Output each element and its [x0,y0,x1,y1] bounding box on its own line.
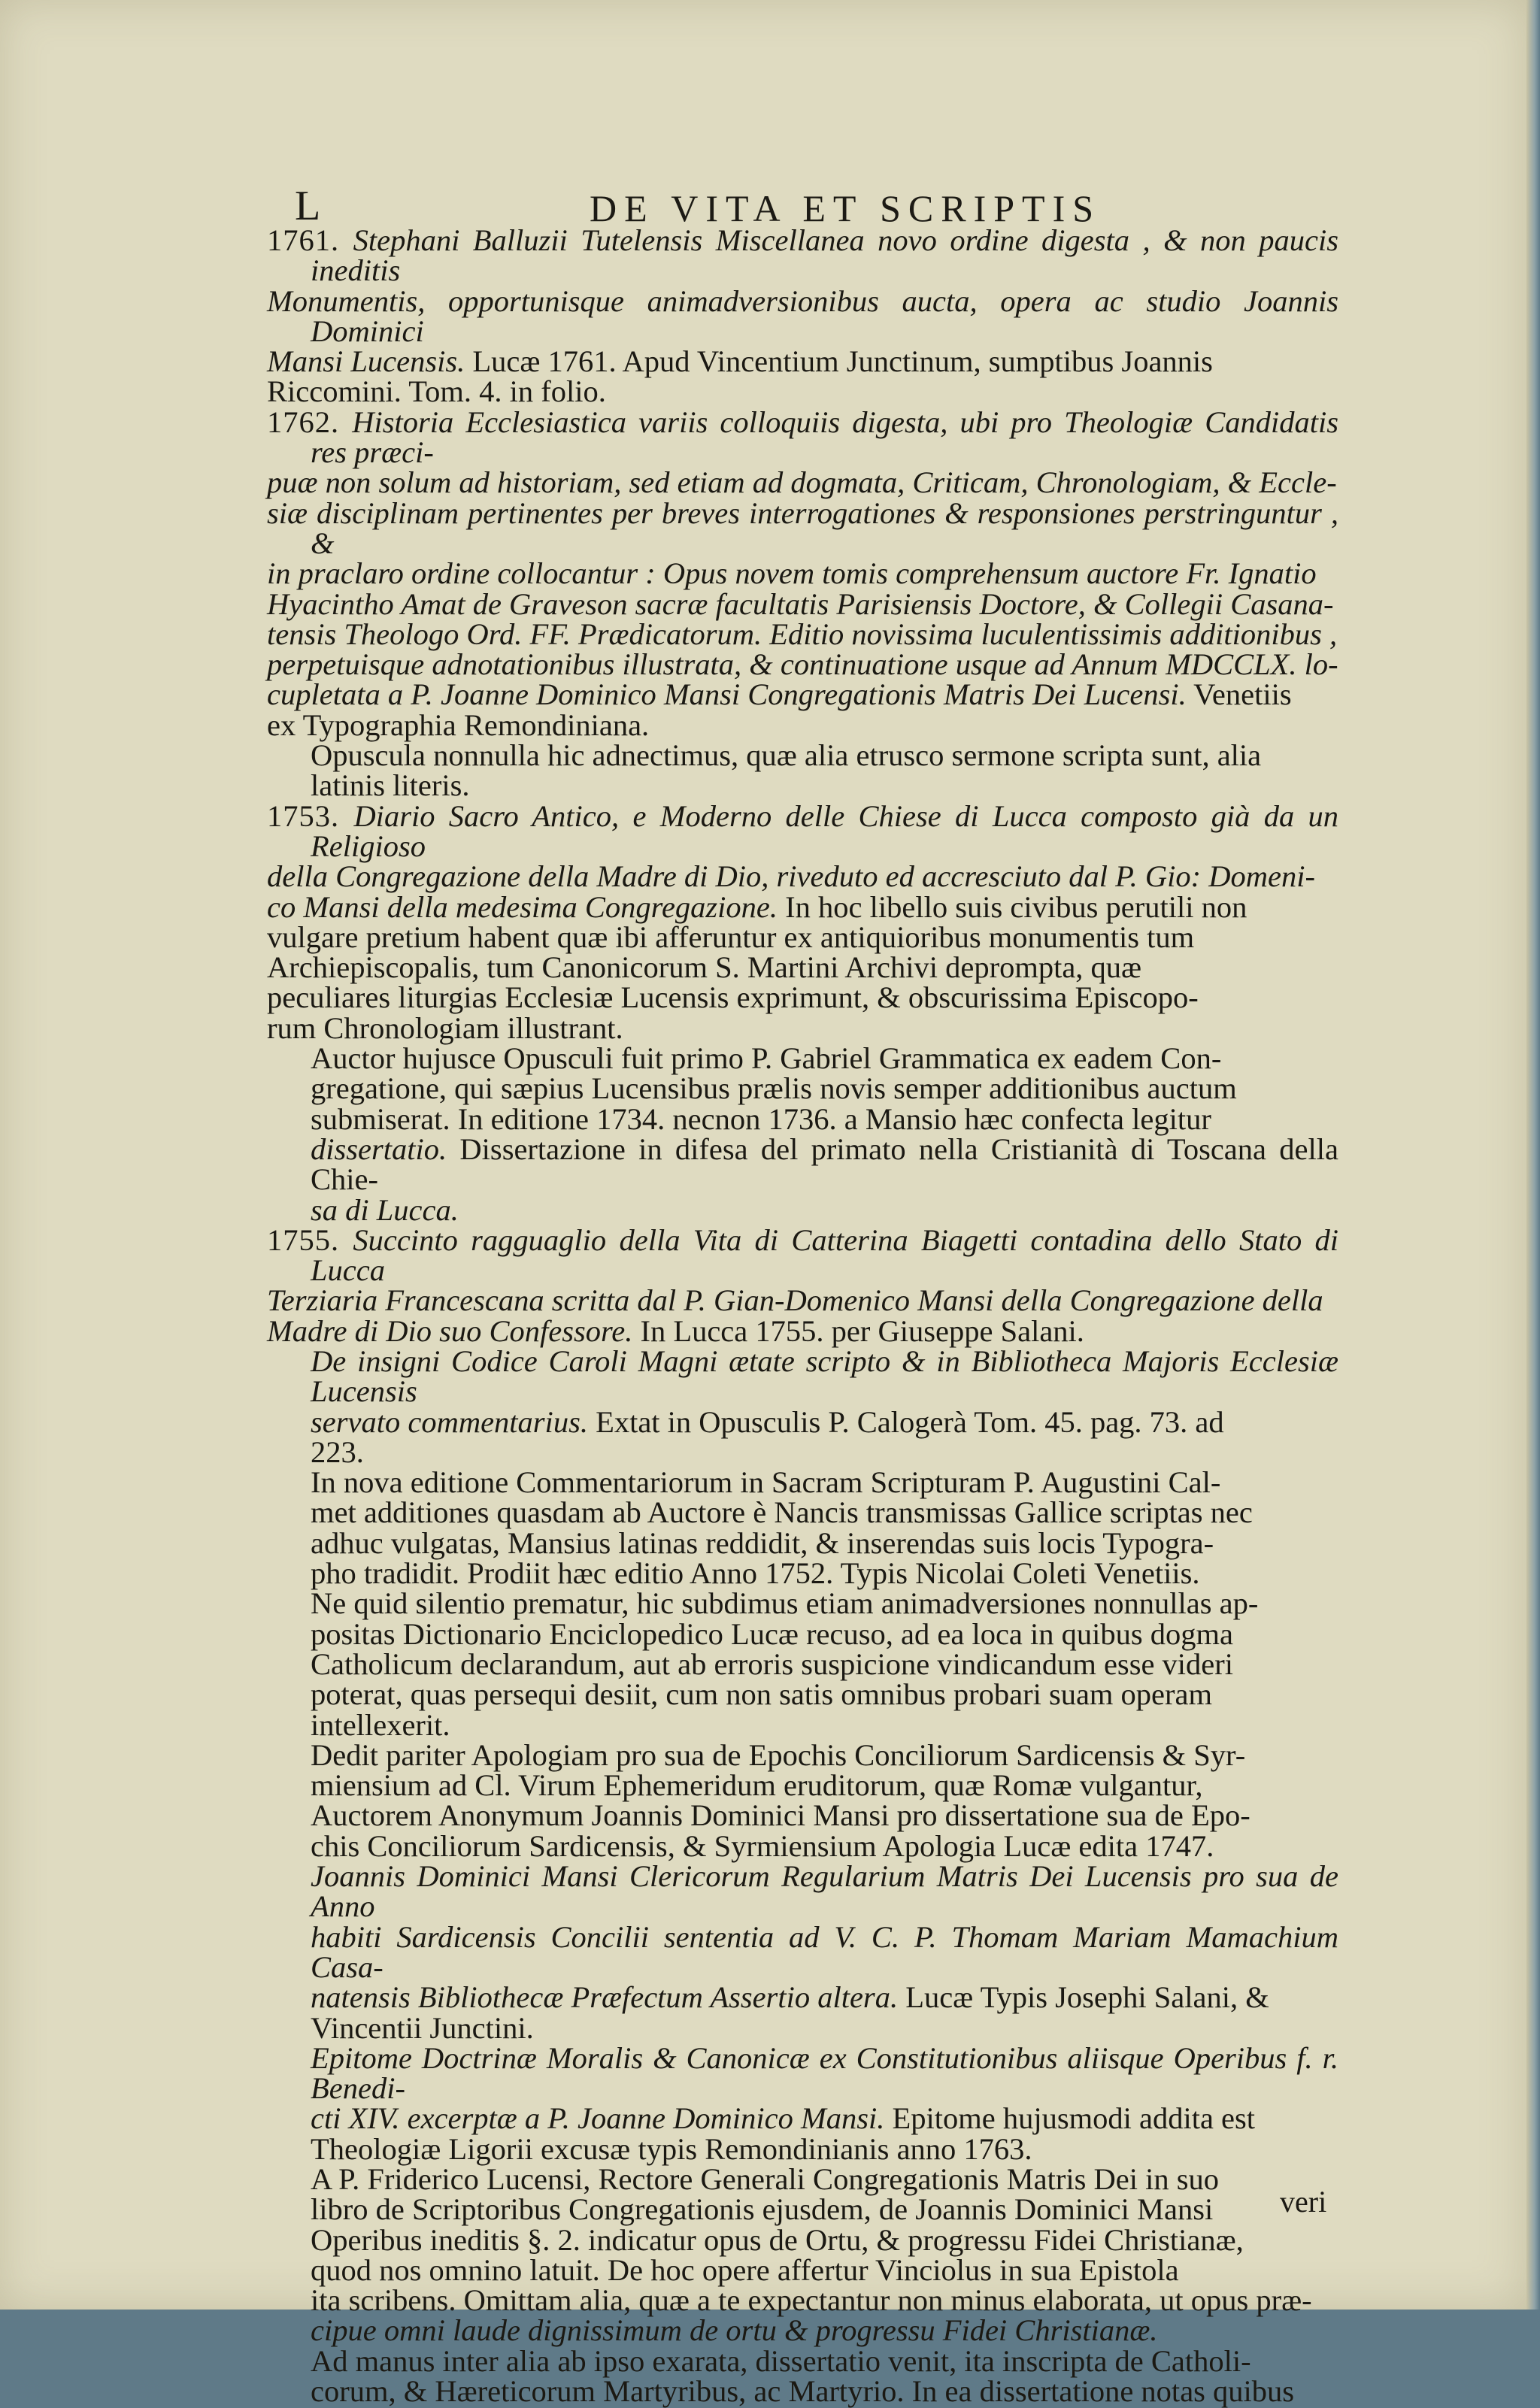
entry-year: 1755. [267,1222,353,1257]
text-line: gregatione, qui sæpius Lucensibus prælis novis semper additionibus auctum [311,1071,1237,1106]
text-line: Terziaria Francescana scritta dal P. Gian-Domenico Mansi della Congregazione della [267,1283,1323,1318]
text-line: cupletata a P. Joanne Dominico Mansi Congregationis Matris Dei Lucensi. Venetiis [267,677,1292,712]
text-line: dissertatio. Dissertazione in difesa del primato nella Cristianità di Toscana della Chie- [311,1131,1338,1197]
entry [267,738,1338,803]
text-line: servato commentarius. Extat in Opusculis P. Calogerà Tom. 45. pag. 73. ad [311,1404,1224,1439]
text-line: submiserat. In editione 1734. necnon 1736. a Mansio hæc confecta legitur [311,1101,1211,1136]
entry [267,1222,1339,1348]
text-line: rum Chronologiam illustrant. [267,1010,623,1045]
entry [267,1861,1338,2043]
text-line: Opuscula nonnulla hic adnectimus, quæ alia etrusco sermone scripta sunt, alia [311,738,1262,773]
text-line: Ne quid silentio prematur, hic subdimus etiam animadversiones nonnullas ap- [311,1586,1259,1621]
text-line: Diario Sacro Antico, e Moderno delle Chiese di Lucca composto già da un Religioso [311,798,1339,863]
page-number: L [295,183,321,229]
entry-year: 1753. [267,798,354,833]
text-line: peculiares liturgias Ecclesiæ Lucensis exprimunt, & obscurissima Episcopo- [267,980,1199,1015]
text-line: della Congregazione della Madre di Dio, riveduto ed accresciuto dal P. Gio: Domeni- [267,859,1316,894]
text-line: pho tradidit. Prodiit hæc editio Anno 1752. Typis Nicolai Coleti Venetiis. [311,1556,1200,1591]
text-line: intellexerit. [311,1707,450,1742]
entry [267,1043,1338,1225]
entry [267,1465,1338,1591]
text-line: chis Conciliorum Sardicensis, & Syrmiensium Apologia Lucæ edita 1747. [311,1828,1214,1863]
text-line: positas Dictionario Enciclopedico Lucæ recuso, ad ea loca in quibus dogma [311,1616,1234,1651]
entry [267,404,1339,742]
text-line: Ad manus inter alia ab ipso exarata, dissertatio venit, ita inscripta de Catholi- [311,2343,1251,2378]
entry-year: 1761. [267,223,353,257]
text-line: cti XIV. excerptæ a P. Joanne Dominico Mansi. Epitome hujusmodi addita est [311,2101,1256,2136]
text-line: Monumentis, opportunisque animadversionibus aucta, opera ac studio Joannis Dominici [267,283,1338,348]
text-line: Auctorem Anonymum Joannis Dominici Mansi pro dissertatione sua de Epo- [311,1798,1250,1833]
text-line: Stephani Balluzii Tutelensis Miscellanea novo ordine digesta , & non paucis ineditis [311,223,1338,288]
entry [267,1343,1338,1469]
text-line: De insigni Codice Caroli Magni ætate scripto & in Bibliotheca Majoris Ecclesiæ Lucensis [311,1343,1338,1409]
text-line: Dedit pariter Apologiam pro sua de Epochis Conciliorum Sardicensis & Syr- [311,1737,1246,1772]
text-line: Joannis Dominici Mansi Clericorum Regularium Matris Dei Lucensis pro sua de Anno [311,1859,1338,1924]
text-line: cipue omni laude dignissimum de ortu & progressu Fidei Christianæ. [311,2313,1158,2348]
text-line: puæ non solum ad historiam, sed etiam ad dogmata, Criticam, Chronologiam, & Eccle- [267,465,1337,500]
text-line: Theologiæ Ligorii excusæ typis Remondinianis anno 1763. [311,2131,1032,2166]
text-line: Operibus ineditis §. 2. indicatur opus de Ortu, & progressu Fidei Christianæ, [311,2222,1244,2257]
text-line: Madre di Dio suo Confessore. In Lucca 1755. per Giuseppe Salani. [267,1313,1084,1348]
text-line: met additiones quasdam ab Auctore è Nancis transmissas Gallice scriptas nec [311,1495,1253,1530]
text-line: sa di Lucca. [311,1192,459,1227]
text-line: natensis Bibliothecæ Præfectum Assertio altera. Lucæ Typis Josephi Salani, & [311,1980,1269,2015]
text-line: corum, & Hæreticorum Martyribus, ac Martyrio. In ea dissertatione notas quibus [311,2374,1295,2408]
text-line: Archiepiscopalis, tum Canonicorum S. Martini Archivi deprompta, quæ [267,950,1142,985]
text-line: Hyacintho Amat de Graveson sacræ facultatis Parisiensis Doctore, & Collegii Casana- [267,586,1334,621]
text-line: Catholicum declarandum, aut ab erroris suspicione vindicandum esse videri [311,1646,1234,1681]
text-line: latinis literis. [311,768,470,803]
text-line: Historia Ecclesiastica variis colloquiis digesta, ubi pro Theologiæ Candidatis res præci- [311,404,1339,470]
text-line: In nova editione Commentariorum in Sacram Scripturam P. Augustini Cal- [311,1465,1221,1500]
text-line: libro de Scriptoribus Congregationis ejusdem, de Joannis Dominici Mansi [311,2192,1214,2227]
catchword: veri [1280,2185,1327,2219]
text-line: A P. Friderico Lucensi, Rectore Generali Congregationis Matris Dei in suo [311,2162,1219,2196]
text-line: adhuc vulgatas, Mansius latinas reddidit, & inserendas suis locis Typogra- [311,1525,1214,1560]
text-line: co Mansi della medesima Congregazione. In hoc libello suis civibus perutili non [267,889,1247,924]
text-line: Auctor hujusce Opusculi fuit primo P. Gabriel Grammatica ex eadem Con- [311,1041,1222,1076]
text-line: miensium ad Cl. Virum Ephemeridum eruditorum, quæ Romæ vulgantur, [311,1768,1203,1803]
text-line: ita scribens. Omittam alia, quæ a te expectantur non minus elaborata, ut opus præ- [311,2283,1312,2318]
text-line: quod nos omnino latuit. De hoc opere affertur Vinciolus in sua Epistola [311,2252,1179,2287]
text-line: poterat, quas persequi desiit, cum non satis omnibus probari suam operam [311,1677,1213,1712]
entry [267,2343,1338,2408]
text-line: Succinto ragguaglio della Vita di Catterina Biagetti contadina dello Stato di Lucca [311,1222,1339,1288]
text-line: Epitome Doctrinæ Moralis & Canonicæ ex Constitutionibus aliisque Operibus f. r. Benedi- [311,2040,1338,2106]
text-line: 223. [311,1434,364,1469]
text-line: Riccomini. Tom. 4. in folio. [267,374,606,409]
text-line: siæ disciplinam pertinentes per breves interrogationes & responsiones perstringuntur , & [267,495,1338,560]
entry [267,1586,1338,1742]
text-line: perpetuisque adnotationibus illustrata, & continuatione usque ad Annum MDCCLX. lo- [267,647,1338,682]
text-line: ex Typographia Remondiniana. [267,707,650,742]
entry [267,2040,1338,2166]
entry-year: 1762. [267,404,353,439]
text-line: vulgare pretium habent quæ ibi afferuntur ex antiquioribus monumentis tum [267,919,1195,954]
entry [267,1737,1338,1863]
running-title: DE VITA ET SCRIPTIS [590,187,1102,229]
entry [267,2164,1338,2346]
page-edge [1526,0,1540,2310]
text-line: in praclaro ordine collocantur : Opus novem tomis comprehensum auctore Fr. Ignatio [267,556,1317,591]
entry [267,798,1339,1045]
entry [267,223,1338,409]
text-line: habiti Sardicensis Concilii sententia ad V. C. P. Thomam Mariam Mamachium Casa- [311,1919,1338,1984]
text-line: tensis Theologo Ord. FF. Prædicatorum. Editio novissima luculentissimis additionibus , [267,616,1338,651]
text-line: Vincentii Junctini. [311,2010,534,2045]
body-text [267,223,1339,2408]
text-line: Mansi Lucensis. Lucæ 1761. Apud Vincentium Junctinum, sumptibus Joannis [267,344,1213,379]
